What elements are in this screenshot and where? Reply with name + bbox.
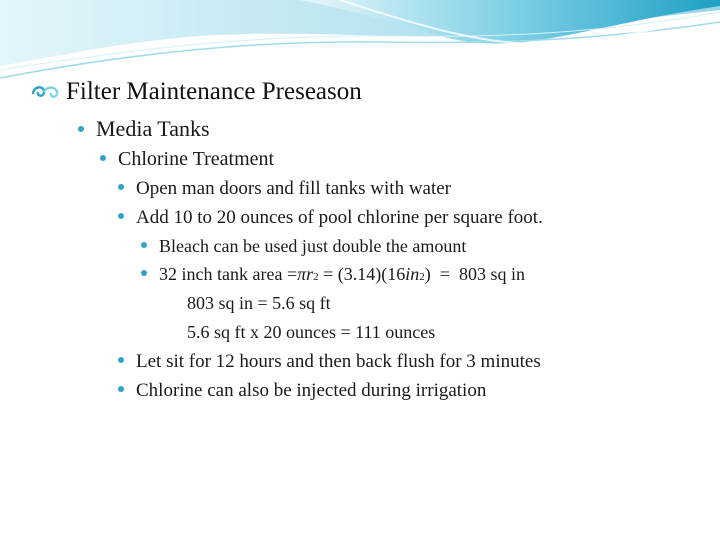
bullet-dot [118,386,124,392]
bullet-text: Open man doors and fill tanks with water [136,178,452,199]
bullet-let-sit [118,351,541,373]
title-row [30,78,362,106]
formula-exponent-2: 2 [419,271,425,283]
bullet-chlorine-injected [118,380,486,402]
swirl-bullet-icon [30,82,64,102]
bullet-dot [141,242,147,248]
bullet-dot [141,270,147,276]
bullet-open-man-doors [118,178,451,200]
bullet-text: Chlorine Treatment [118,148,275,170]
bullet-dot [100,155,106,161]
formula-mid: = (3.14)(16 [318,264,406,284]
formula-r: r [306,264,314,284]
continuation-line [187,293,331,314]
bullet-dot [118,213,124,219]
bullet-text: Add 10 to 20 ounces of pool chlorine per square foot. [136,207,543,228]
formula-suffix: ) = 803 sq in [424,264,525,284]
bullet-dot [78,126,84,132]
bullet-text: Chlorine can also be injected during irrigation [136,380,487,401]
bullet-text: Bleach can be used just double the amount [159,236,467,256]
formula-prefix: 32 inch tank area = [159,264,298,284]
continuation-text: 803 sq in = 5.6 sq ft [187,293,331,313]
header-wave-decoration [0,0,720,90]
bullet-dot [118,357,124,363]
bullet-chlorine-treatment [100,148,274,171]
bullet-bleach [141,236,466,257]
continuation-line [187,322,435,343]
continuation-text: 5.6 sq ft x 20 ounces = 111 ounces [187,322,436,342]
bullet-add-chlorine [118,207,543,229]
bullet-tank-area-formula [141,264,525,285]
formula-in: in [405,264,420,284]
slide-title: Filter Maintenance Preseason [66,78,362,105]
formula-exponent: 2 [313,271,319,283]
bullet-media-tanks [78,116,210,142]
bullet-text: Let sit for 12 hours and then back flush for 3 minutes [136,351,541,372]
formula-pi: π [297,264,307,284]
bullet-text: Media Tanks [96,116,210,141]
bullet-dot [118,184,124,190]
